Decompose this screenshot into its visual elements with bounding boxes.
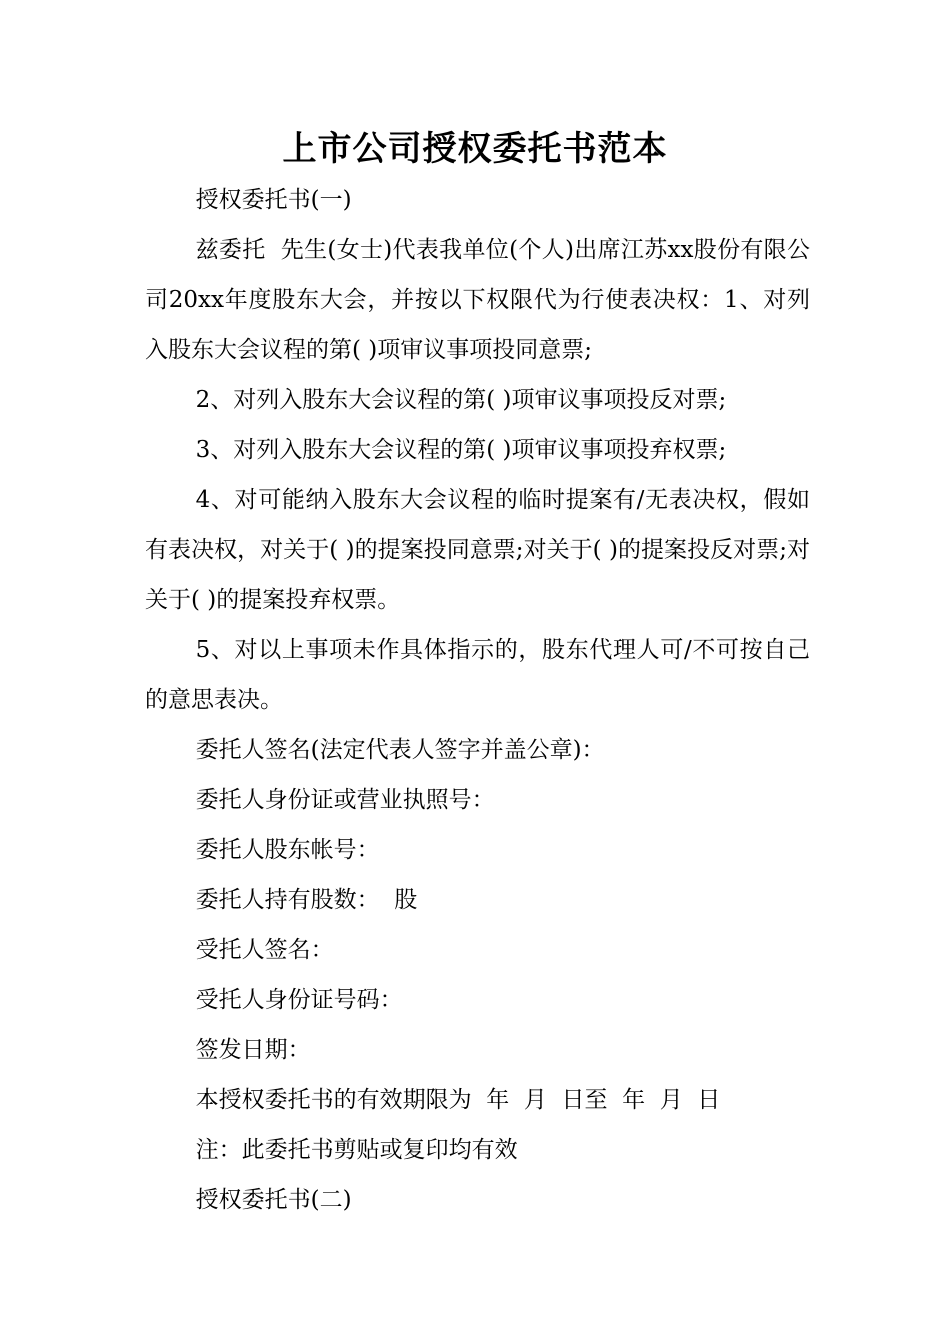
field-principal-signature: 委托人签名(法定代表人签字并盖公章)：: [195, 737, 605, 763]
field-principal-shares: 委托人持有股数： 股: [195, 887, 418, 913]
field-agent-signature: 受托人签名：: [195, 937, 334, 963]
document-body: [145, 175, 810, 1225]
field-principal-account: 委托人股东帐号：: [195, 837, 380, 863]
section-heading-1: 授权委托书(一): [195, 187, 352, 213]
paragraph-item-2: 2、对列入股东大会议程的第( )项审议事项投反对票;: [195, 387, 727, 413]
field-agent-id: 受托人身份证号码：: [195, 987, 403, 1013]
field-validity-period: 本授权委托书的有效期限为 年 月 日至 年 月 日: [195, 1087, 721, 1113]
note-copy-valid: 注：此委托书剪贴或复印均有效: [195, 1137, 518, 1163]
paragraph-item-4: 4、对可能纳入股东大会议程的临时提案有/无表决权，假如有表决权，对关于( )的提案投同意票;对关于( )的提案投反对票;对关于( )的提案投弃权票。: [145, 487, 810, 613]
field-issue-date: 签发日期：: [195, 1037, 311, 1063]
document-title: 上市公司授权委托书范本: [282, 129, 668, 169]
paragraph-item-3: 3、对列入股东大会议程的第( )项审议事项投弃权票;: [195, 437, 727, 463]
paragraph-authorization: 兹委托 先生(女士)代表我单位(个人)出席江苏xx股份有限公司20xx年度股东大会，并按以下权限代为行使表决权：1、对列入股东大会议程的第( )项审议事项投同意票;: [145, 237, 810, 363]
field-principal-id: 委托人身份证或营业执照号：: [195, 787, 495, 813]
paragraph-item-5: 5、对以上事项未作具体指示的，股东代理人可/不可按自己的意思表决。: [145, 637, 810, 713]
section-heading-2: 授权委托书(二): [195, 1187, 352, 1213]
